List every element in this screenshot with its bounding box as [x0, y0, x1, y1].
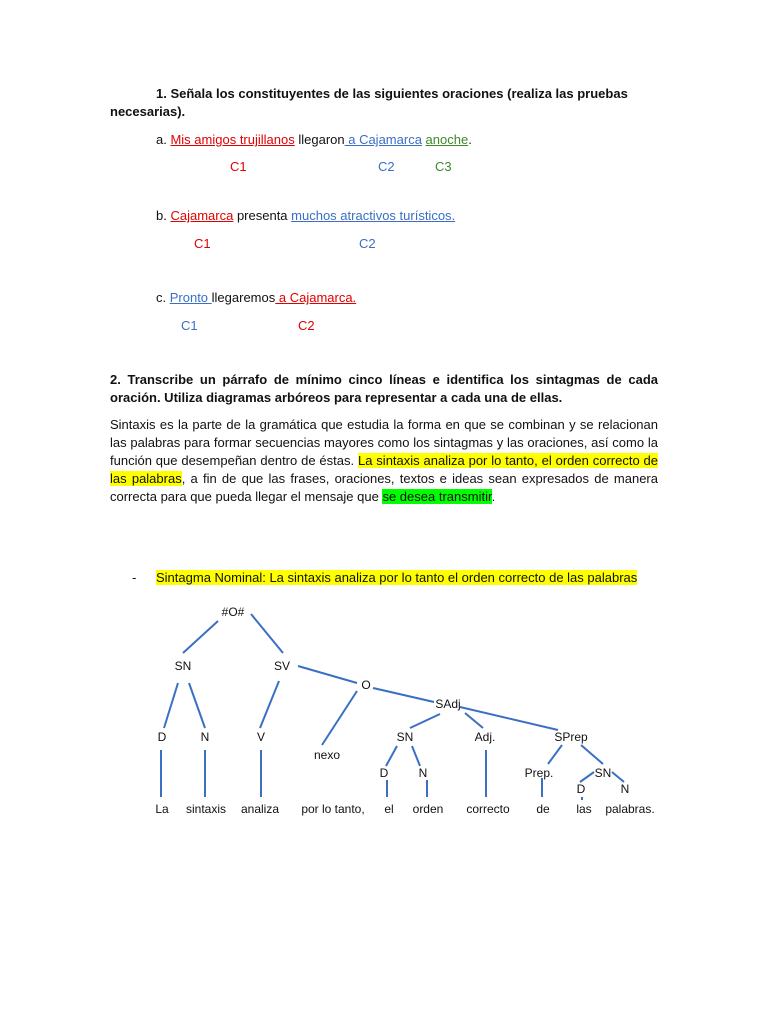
sentence-a-prefix: a.	[156, 132, 171, 147]
sentence-a-c3: anoche	[425, 132, 469, 147]
node-sn2: SN	[396, 730, 414, 744]
edge-sadj-adj	[465, 713, 483, 728]
word-orden: orden	[412, 802, 444, 816]
edge-sn-d2	[386, 746, 397, 766]
ex1-heading-line1: 1. Señala los constituyentes de las siguientes oraciones (realiza las pruebas	[156, 86, 628, 101]
edge-sadj-sn	[410, 714, 440, 728]
word-la: La	[155, 802, 169, 816]
sentence-b-c1: Cajamarca	[170, 208, 234, 223]
sentence-a-end: .	[468, 132, 472, 147]
edge-sn-n	[189, 683, 205, 728]
word-correcto: correcto	[466, 802, 510, 816]
node-nexo: nexo	[313, 748, 341, 762]
edge-sn-n2	[412, 746, 420, 766]
para-end: .	[491, 489, 496, 504]
edge-root-sv	[251, 614, 283, 653]
sentence-b-verb: presenta	[233, 208, 292, 223]
label-b-c1: C1	[194, 236, 211, 251]
label-c-c1: C1	[181, 318, 198, 333]
node-n2: N	[418, 766, 428, 780]
word-analiza: analiza	[240, 802, 280, 816]
para-middle: , a fin de que las frases, oraciones, textos e ideas sean expresados de manera correcta para que pueda llegar el mensaje que	[110, 471, 658, 504]
node-n1: N	[200, 730, 210, 744]
para-start: Sintaxis es la parte de la gramática que estudia la forma en que se combinan y se relacionan las palabras para formar secuencias mayores como los sintagmas y las oraciones, así como la función que desempeñan dentro de éstas.	[110, 417, 658, 468]
sentence-b-prefix: b.	[156, 208, 171, 223]
sentence-c-verb: llegaremos	[211, 290, 276, 305]
edge-o-nexo	[322, 691, 357, 745]
label-a-c3: C3	[435, 159, 452, 174]
edge-sprep-sn	[581, 745, 603, 764]
label-a-c2: C2	[378, 159, 395, 174]
node-prep: Prep.	[524, 766, 554, 780]
word-de: de	[536, 802, 550, 816]
ex2-heading: 2. Transcribe un párrafo de mínimo cinco líneas e identifica los sintagmas de cada oración. Utiliza diagramas arbóreos para representar a cada una de ellas.	[110, 372, 658, 405]
word-sintaxis: sintaxis	[185, 802, 227, 816]
sentence-a-c1: Mis amigos trujillanos	[170, 132, 295, 147]
sentence-c-c1: Pronto	[169, 290, 212, 305]
ex1-heading-line2: necesarias).	[110, 104, 186, 119]
node-sn1: SN	[174, 659, 192, 673]
edge-sadj-sprep	[460, 707, 558, 730]
word-el: el	[384, 802, 394, 816]
node-sprep: SPrep	[554, 730, 588, 744]
node-n3: N	[620, 782, 630, 796]
node-sadj: SAdj	[435, 697, 461, 711]
bullet-sentence: La sintaxis analiza por lo tanto el orden correcto de las palabras	[265, 570, 638, 585]
node-d3: D	[576, 782, 586, 796]
edge-o-sadj	[373, 688, 434, 702]
word-por-lo-tanto: por lo tanto,	[301, 802, 365, 816]
sentence-a-verb: llegaron	[294, 132, 345, 147]
bullet-label: Sintagma Nominal:	[156, 570, 266, 585]
edge-sn-d	[164, 683, 178, 728]
edge-root-sn	[183, 621, 218, 653]
sentence-c-prefix: c.	[156, 290, 170, 305]
edge-sn3-d	[580, 772, 594, 782]
sentence-a-c2: a Cajamarca	[344, 132, 422, 147]
node-o: O	[361, 678, 371, 692]
word-las: las	[576, 802, 592, 816]
label-b-c2: C2	[359, 236, 376, 251]
label-c-c2: C2	[298, 318, 315, 333]
node-d2: D	[379, 766, 389, 780]
node-sn3: SN	[594, 766, 612, 780]
node-adj: Adj.	[474, 730, 496, 744]
edge-sv-o	[298, 666, 357, 683]
sentence-c-c2: a Cajamarca.	[275, 290, 357, 305]
edge-sn3-n	[612, 772, 624, 782]
word-palabras: palabras.	[605, 802, 655, 816]
para-highlight-yellow: La sintaxis analiza por lo tanto, el orden correcto de las palabras	[110, 453, 658, 486]
label-a-c1: C1	[230, 159, 247, 174]
node-root: #O#	[221, 605, 245, 619]
edge-sv-v	[260, 681, 279, 728]
node-d1: D	[157, 730, 167, 744]
sentence-b-c2: muchos atractivos turísticos.	[291, 208, 456, 223]
para-highlight-green: se desea transmitir	[382, 489, 492, 504]
edge-sprep-prep	[548, 745, 562, 764]
node-sv: SV	[273, 659, 291, 673]
bullet-marker: -	[132, 570, 137, 585]
node-v: V	[256, 730, 266, 744]
